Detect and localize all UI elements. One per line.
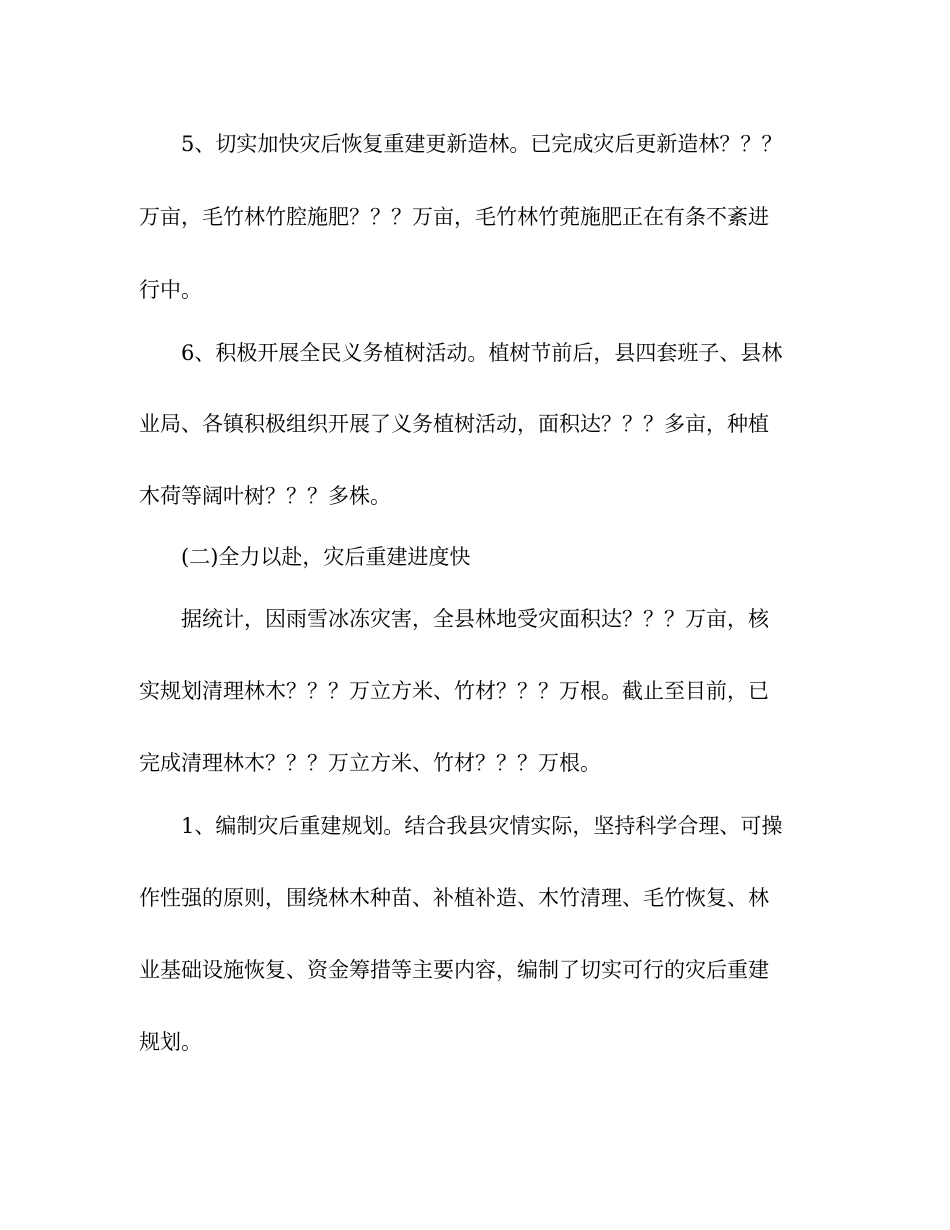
statistics-line-3: 完成清理林木？？？万立方米、竹材？？？万根。 [139, 751, 601, 775]
paragraph-6-line-1: 6、积极开展全民义务植树活动。植树节前后，县四套班子、县林 [181, 341, 783, 365]
paragraph-1-line-1: 1、编制灾后重建规划。结合我县灾情实际，坚持科学合理、可操 [181, 814, 783, 838]
section-heading: (二)全力以赴，灾后重建进度快 [181, 545, 471, 569]
paragraph-5-line-3: 行中。 [139, 278, 202, 302]
paragraph-5-line-2: 万亩，毛竹林竹腔施肥？？？万亩，毛竹林竹蔸施肥正在有条不紊进 [139, 205, 769, 229]
paragraph-1-line-2: 作性强的原则，围绕林木种苗、补植补造、木竹清理、毛竹恢复、林 [139, 886, 769, 910]
paragraph-1-line-4: 规划。 [139, 1030, 202, 1054]
statistics-line-1: 据统计，因雨雪冰冻灾害，全县林地受灾面积达？？？万亩，核 [181, 607, 769, 631]
statistics-line-2: 实规划清理林木？？？万立方米、竹材？？？万根。截止至目前，已 [139, 679, 769, 703]
paragraph-6-line-3: 木荷等阔叶树？？？多株。 [139, 484, 391, 508]
paragraph-1-line-3: 业基础设施恢复、资金筹措等主要内容，编制了切实可行的灾后重建 [139, 958, 769, 982]
paragraph-5-line-1: 5、切实加快灾后恢复重建更新造林。已完成灾后更新造林？？？ [181, 132, 783, 156]
paragraph-6-line-2: 业局、各镇积极组织开展了义务植树活动，面积达？？？多亩，种植 [139, 412, 769, 436]
